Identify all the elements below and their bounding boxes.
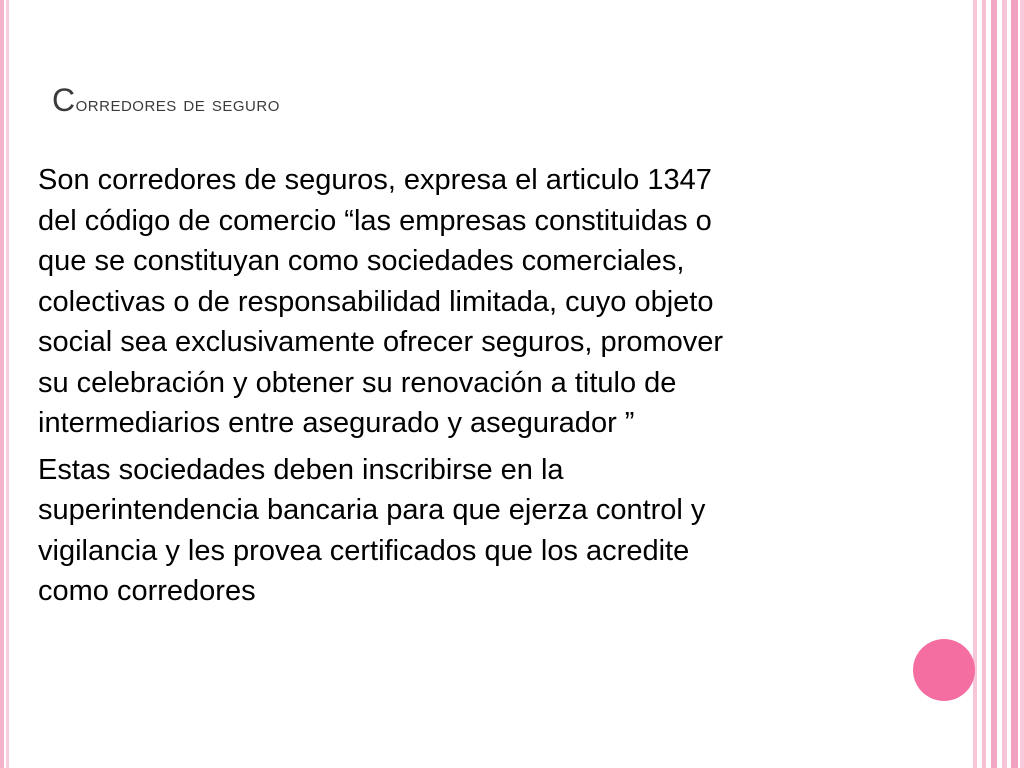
- slide-title-text: Corredores de seguro: [52, 82, 280, 118]
- slide-body: [38, 160, 938, 618]
- left-stripe-inner: [6, 0, 9, 768]
- left-stripe-outer: [0, 0, 4, 768]
- right-stripe-5: [1011, 0, 1018, 768]
- paragraph-2-line-1: Estas sociedades deben inscribirse en la: [38, 453, 564, 486]
- right-stripe-1: [973, 0, 977, 768]
- paragraph-2-line-2: superintendencia bancaria para que ejerza control y: [38, 494, 706, 526]
- right-stripe-2: [982, 0, 986, 768]
- paragraph-1-line-3: que se constituyan como sociedades comerciales,: [38, 245, 685, 277]
- paragraph-2: [38, 450, 938, 612]
- paragraph-2-line-4: como corredores: [38, 575, 256, 607]
- paragraph-1-line-4: colectivas o de responsabilidad limitada, cuyo objeto: [38, 285, 714, 318]
- right-stripe-6: [1020, 0, 1024, 768]
- paragraph-1-line-5: social sea exclusivamente ofrecer seguros, promover: [38, 326, 724, 358]
- paragraph-1-line-1: Son corredores de seguros, expresa el articulo 1347: [38, 164, 712, 196]
- paragraph-1-line-7: intermediarios entre asegurado y asegurador ”: [38, 407, 635, 439]
- right-stripe-3: [991, 0, 997, 768]
- paragraph-1: [38, 160, 938, 444]
- paragraph-1-line-6: su celebración y obtener su renovación a titulo de: [38, 366, 677, 399]
- accent-circle: [913, 639, 975, 701]
- paragraph-1-line-2: del código de comercio “las empresas constituidas o: [38, 204, 712, 237]
- paragraph-2-line-3: vigilancia y les provea certificados que los acredite: [38, 534, 690, 567]
- right-stripe-4: [1002, 0, 1007, 768]
- slide-title: [52, 84, 280, 116]
